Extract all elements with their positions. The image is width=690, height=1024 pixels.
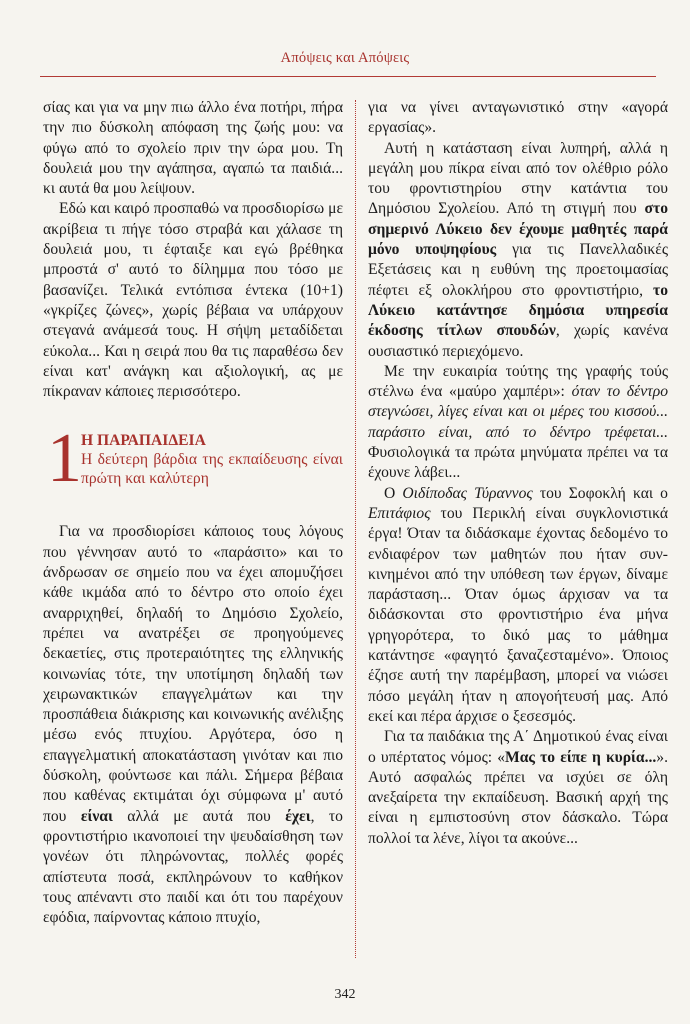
- header-rule: [40, 76, 656, 77]
- section-subtitle: Η δεύτερη βάρδια της εκπαίδευσης είναι πρώτη και καλύτερη: [81, 451, 343, 488]
- page-number: 342: [334, 987, 356, 1002]
- italic-run: Επιτάφιος: [368, 504, 431, 522]
- left-paragraph-1: σίας και για να μην πιω άλλο ένα ποτήρι, πήρα την πιο δύσκολη απόφαση της ζωής μου: να φύγω από το σχολείο πριν την ώρα μου. Τη δουλειά μου την αγάπησα, αγαπώ τα παιδιά... κι αυτά θα μου λείψουν.: [43, 99, 343, 198]
- section-title: Η ΠΑΡΑΠΑΙΔΕΙΑ: [81, 432, 206, 450]
- right-paragraph-5: [368, 727, 668, 849]
- bold-run: έχει: [285, 807, 311, 825]
- right-paragraph-2: [368, 139, 668, 362]
- bold-run: το Λύκειο κατάντησε δημόσια υπηρεσία έκδοσης τίτλων σπουδών: [368, 281, 668, 340]
- section-number: 1: [47, 420, 82, 498]
- text-run: Για τα παιδάκια της Α΄ Δημοτικού ένας είναι ο υπέρτατος νόμος: «: [368, 728, 668, 766]
- left-paragraph-2: Εδώ και καιρό προσπαθώ να προσδιορίσω με ακρίβεια τι πήγε τόσο στραβά και χάλασε τη δουλειά μου, τι έφταιξε και εγώ βρέθηκα μπροστά σ' αυτό το δίλημμα που τόσο με βασανίζει. Τελικά εντόπισα έντεκα (10+1) «γκρίζες ζώνες», χωρίς βέβαια να υπάρχουν στεγανά ανάμεσά τους. Η σήψη μεταδίδεται εύκολα... Και η σειρά που θα τις παραθέσω δεν είναι κατ' ανάγκη και αξιολογική, ας με πίκραναν κάποιες περισσότερο.: [43, 200, 343, 401]
- text-run: αλλά με αυτά που: [112, 807, 286, 825]
- text-run: του Σοφοκλή και ο: [532, 484, 668, 502]
- right-column: [368, 98, 668, 849]
- left-column: [43, 98, 343, 928]
- text-run: Για να προσδιορίσει κάποιος τους λόγους που γέννησαν αυτό το «παράσιτο» και το άνδρωσαν σε σημείο που να έχει απομυζήσει κάθε ικμάδα από το δέντρο στο οποίο έχει αναρριχηθεί, δηλαδή το Δημόσιο Σχολείο, πρέπει να ανατρέξει σε προηγούμενες δεκαετίες, στις προτεραιότητες της ελληνικής κοινωνίας τότε, την υποτίμηση δηλαδή των χειρωνακτικών επαγγελμάτων και την προσπάθεια διάκρισης και κοινωνικής ανέλιξης μέσω ενός πτυχίου. Αργότερα, όσο η επαγγελματική αποκατάσταση γινόταν και πιο δύσκολη, φούντωσε και πάλι. Σήμερα βέβαια που καθένας εκτιμάται όχι σύμφωνα μ' αυτό που: [43, 523, 343, 825]
- italic-run: όταν το δέντρο στεγνώσει, λίγες είναι και οι μέρες του κισσού... παράσιτο είναι, από το δέντρο τρέφεται...: [368, 383, 668, 441]
- text-run: ». Αυτό ασφαλώς πρέπει να ισχύει σε όλη ανεξαίρετα την εκπαίδευση. Βασική αρχή της είναι η εμπιστοσύνη στον δάσκαλο. Τώρα πολλοί τα λένε, λίγοι τα ακούνε...: [368, 748, 668, 847]
- text-run: Με την ευκαιρία τούτης της γραφής τούς στέλνω ένα «μαύρο χαμπέρι»:: [368, 362, 668, 401]
- running-header: Απόψεις και Απόψεις: [280, 50, 410, 66]
- right-paragraph-4: [368, 484, 668, 728]
- right-paragraph-3: [368, 362, 668, 484]
- bold-run: στο σημερινό Λύκειο δεν έχουμε μαθητές παρά μόνο υποψηφίους: [368, 200, 668, 259]
- bold-run: είναι: [80, 807, 113, 825]
- italic-run: Οιδίποδας Τύραννος: [402, 484, 533, 502]
- right-paragraph-1: για να γίνει ανταγωνιστικό στην «αγορά εργασίας».: [368, 99, 668, 137]
- section-heading: [43, 420, 343, 498]
- text-run: , το φροντιστήριο ικανοποιεί την ψευδαίσθηση των γονέων ότι πληρώνοντας, πολλές φορές απίστευτα ποσά, εκπληρώνουν το καθήκον τους απέναντι στο παιδί και ότι του παρέχουν εφόδια, παίρνοντας κάποιο πτυχίο,: [43, 807, 343, 927]
- bold-run: Μας το είπε η κυρία...: [505, 748, 657, 766]
- text-run: Αυτή η κατάσταση είναι λυπηρή, αλλά η μεγάλη μου πίκρα είναι από τον ολέθριο ρόλο του φροντιστηρίου στην κατάντια του Δημόσιου Σχολείου. Από τη στιγμή που: [368, 139, 668, 218]
- text-run: , χωρίς κανένα ουσιαστικό περιεχόμενο.: [368, 322, 668, 360]
- column-divider: [355, 100, 356, 958]
- text-run: Ο: [384, 484, 403, 502]
- text-run: Φυσιολογικά τα πρώτα μηνύματα πρέπει να τα έχουνε λάβει...: [368, 444, 668, 482]
- left-paragraph-3: [43, 522, 343, 928]
- text-run: του Περικλή είναι συγκλονιστικά έργα! Όταν τα διδάσκαμε έχοντας δεδομένο το ενδιαφέρον των μαθητών που ήταν συν-κινημένοι από την υπόθεση των έργων, δίναμε παράσταση... Όταν όμως άρχισαν να τα διδάσκονται στο φροντιστήριο ένα μήνα γρηγορότερα, το δικό μας το μάθημα κατάντησε «φαγητό ξαναζεσταμένο». Όποιος έζησε αυτή την παρέμβαση, μπορεί να νιώσει πόσο μεγάλη ήταν η απογοήτευσή μας. Από εκεί και πέρα άρχισε ο ξεσεσμός.: [368, 504, 668, 725]
- text-run: για τις Πανελλαδικές Εξετάσεις και η ευθύνη της προετοιμασίας πέφτει εξ ολοκλήρου στο φροντιστήριο,: [368, 241, 668, 299]
